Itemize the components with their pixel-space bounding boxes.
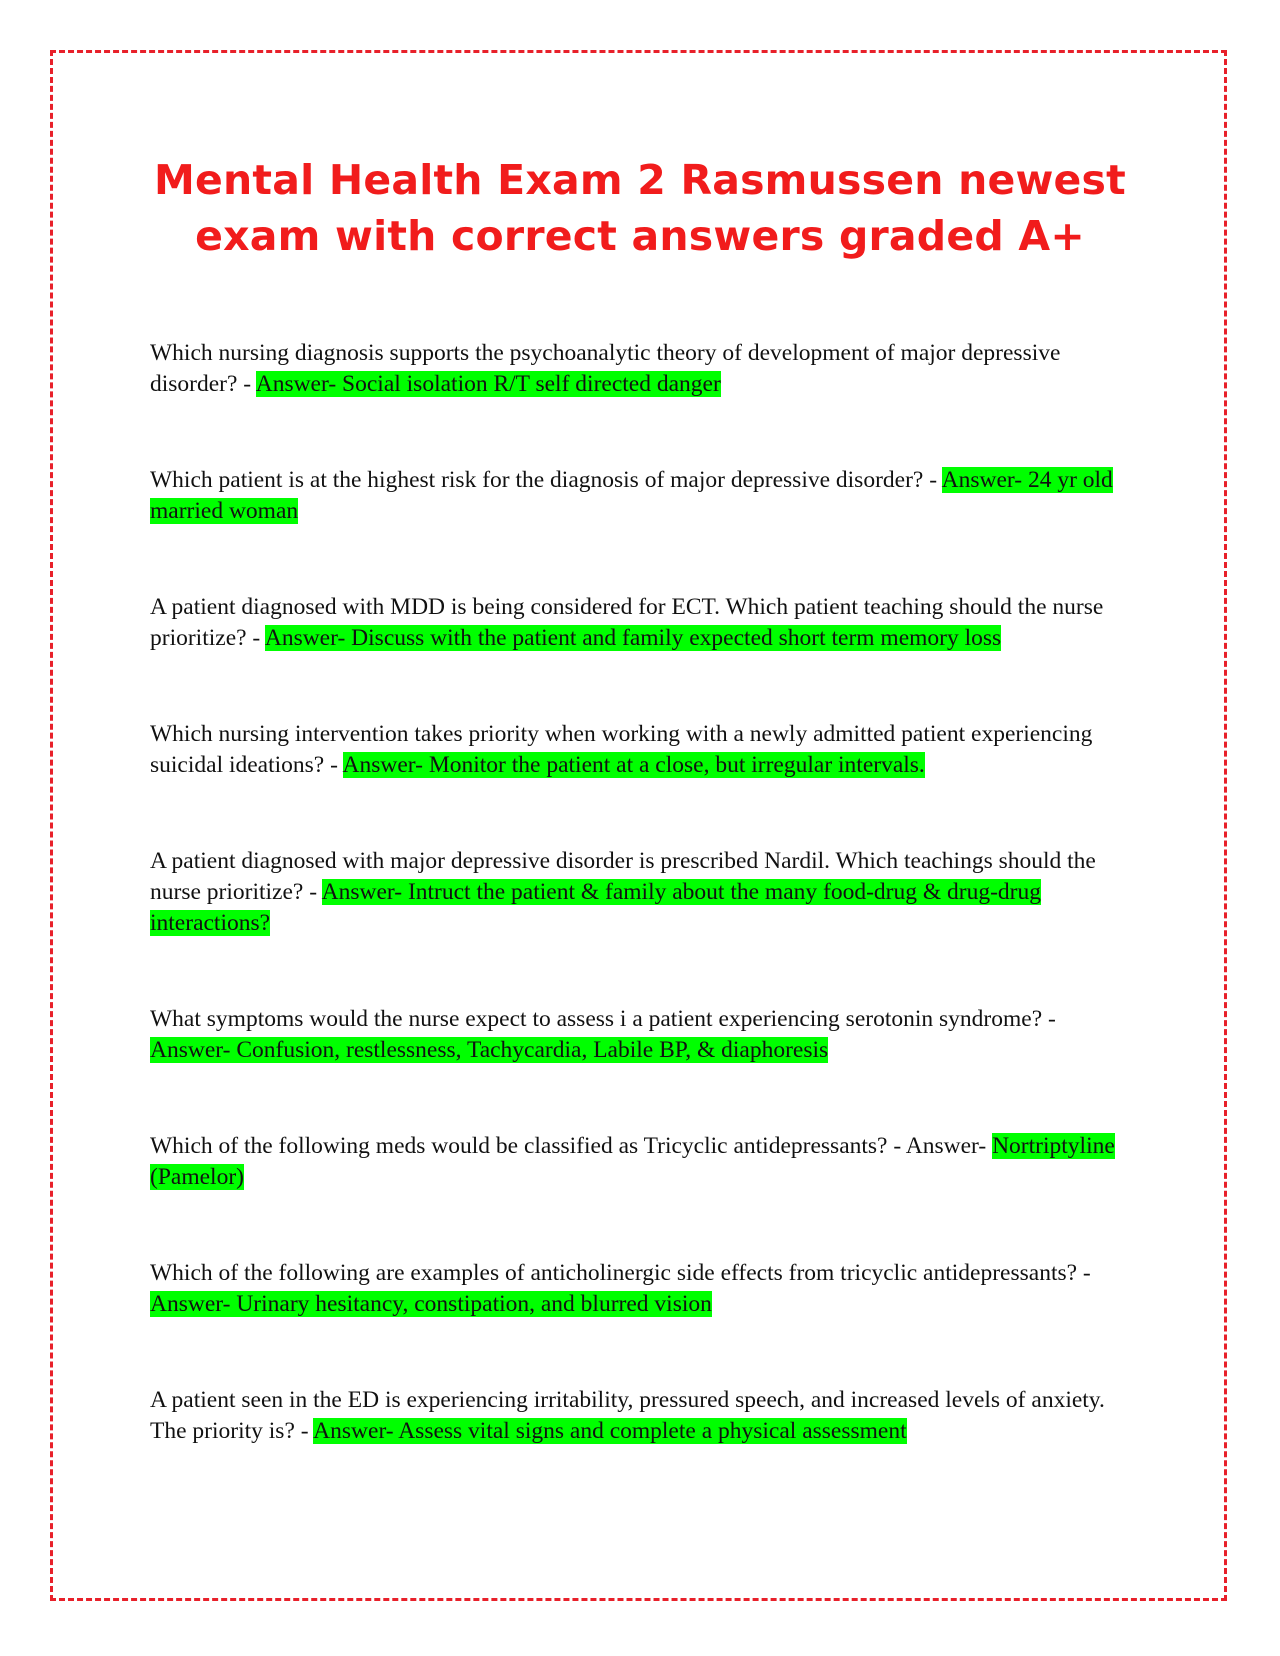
question-text: A patient seen in the ED is experiencing irritability, pressured speech, and increased levels of anxiety. The priority is? - (150, 1387, 1105, 1444)
question-text: Which nursing intervention takes priority when working with a newly admitted patient experiencing suicidal ideations? - (150, 721, 1093, 778)
answer-highlight: Answer- 24 yr old married woman (150, 467, 1113, 524)
qa-item (150, 1131, 1130, 1193)
question-text: Which of the following are examples of anticholinergic side effects from tricyclic antidepressants? - (150, 1260, 1091, 1286)
qa-item (150, 846, 1130, 939)
question-text: What symptoms would the nurse expect to assess i a patient experiencing serotonin syndrome? - (150, 1006, 1056, 1032)
answer-highlight: Answer- Discuss with the patient and family expected short term memory loss (264, 625, 1002, 651)
question-text: Which patient is at the highest risk for the diagnosis of major depressive disorder? - (150, 467, 942, 493)
question-text: A patient diagnosed with MDD is being considered for ECT. Which patient teaching should the nurse prioritize? - (150, 594, 1104, 651)
question-text: A patient diagnosed with major depressive disorder is prescribed Nardil. Which teachings should the nurse prioritize? - (150, 848, 1096, 905)
qa-item (150, 1385, 1130, 1447)
answer-highlight: Answer- Monitor the patient at a close, but irregular intervals. (342, 752, 925, 778)
question-text: Which of the following meds would be classified as Tricyclic antidepressants? - Answer- (150, 1133, 993, 1159)
answer-highlight: Answer- Urinary hesitancy, constipation, and blurred vision (150, 1291, 712, 1317)
answer-highlight: Answer- Intruct the patient & family about the many food-drug & drug-drug interactions? (150, 879, 1041, 936)
qa-item (150, 592, 1130, 654)
answer-highlight: Nortriptyline (Pamelor) (150, 1133, 1115, 1190)
qa-item (150, 465, 1130, 527)
qa-item (150, 338, 1130, 400)
qa-item (150, 1258, 1130, 1320)
question-text: Which nursing diagnosis supports the psychoanalytic theory of development of major depressive disorder? - (150, 340, 1061, 397)
qa-item (150, 1004, 1130, 1066)
document-title: Mental Health Exam 2 Rasmussen newest exam with correct answers graded A+ (154, 156, 1126, 260)
question-list (150, 338, 1130, 1512)
answer-highlight: Answer- Confusion, restlessness, Tachycardia, Labile BP, & diaphoresis (150, 1037, 829, 1063)
answer-highlight: Answer- Assess vital signs and complete a physical assessment (313, 1418, 907, 1444)
qa-item (150, 719, 1130, 781)
answer-highlight: Answer- Social isolation R/T self directed danger (255, 371, 721, 397)
